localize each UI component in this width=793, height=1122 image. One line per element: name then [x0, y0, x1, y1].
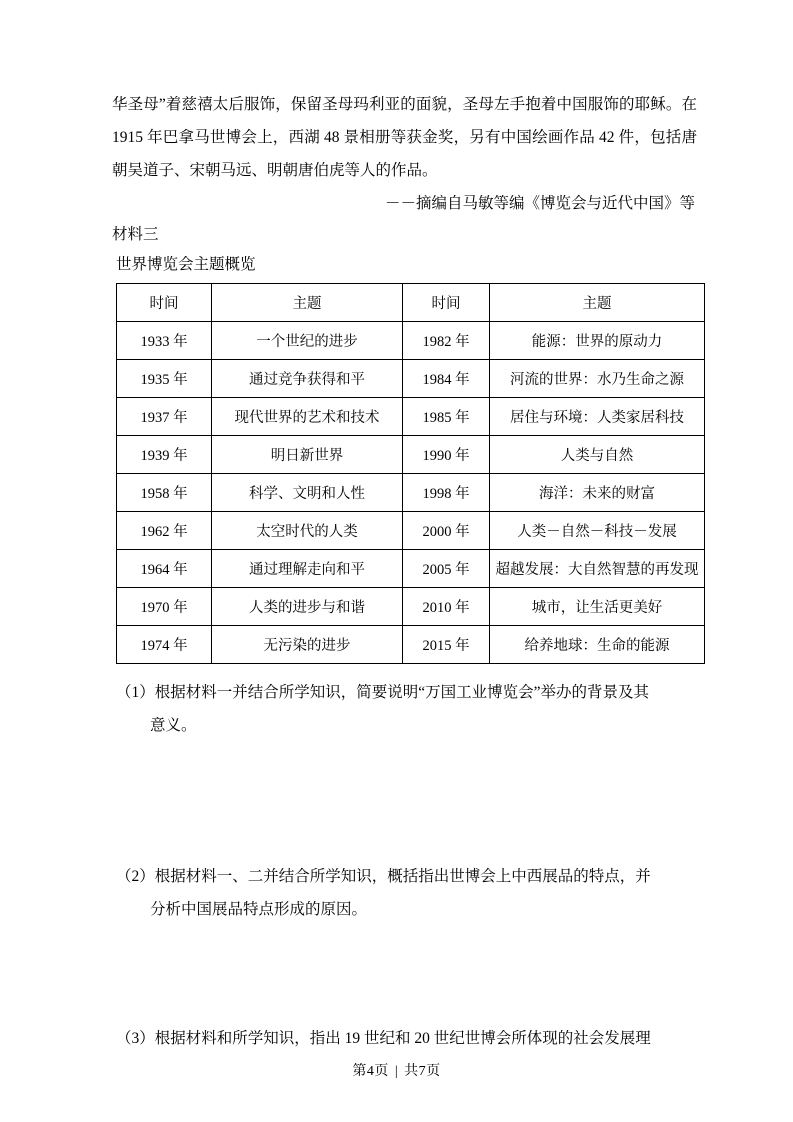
cell-theme-left: 无污染的进步 — [212, 626, 403, 664]
cell-theme-right: 海洋：未来的财富 — [490, 474, 705, 512]
cell-theme-left: 人类的进步与和谐 — [212, 588, 403, 626]
question-3 — [112, 1022, 697, 1055]
cell-theme-left: 明日新世界 — [212, 436, 403, 474]
table-caption: 世界博览会主题概览 — [116, 256, 256, 273]
cell-time-right: 2010 年 — [403, 588, 490, 626]
cell-time-left: 1970 年 — [117, 588, 212, 626]
cell-theme-right: 给养地球：生命的能源 — [490, 626, 705, 664]
cell-time-right: 1984 年 — [403, 360, 490, 398]
cell-time-left: 1964 年 — [117, 550, 212, 588]
world-expo-themes-table — [116, 283, 705, 664]
cell-time-right: 2000 年 — [403, 512, 490, 550]
answer-space-2 — [112, 926, 697, 1022]
cell-theme-right: 超越发展：大自然智慧的再发现 — [490, 550, 705, 588]
cell-time-left: 1933 年 — [117, 322, 212, 360]
question-2 — [112, 860, 697, 926]
question-1-number: （1） — [116, 684, 155, 701]
column-header-time-left: 时间 — [117, 284, 212, 322]
cell-theme-left: 科学、文明和人性 — [212, 474, 403, 512]
cell-theme-right: 城市，让生活更美好 — [490, 588, 705, 626]
cell-theme-left: 通过理解走向和平 — [212, 550, 403, 588]
cell-theme-left: 太空时代的人类 — [212, 512, 403, 550]
body-paragraph: 华圣母”着慈禧太后服饰，保留圣母玛利亚的面貌，圣母左手抱着中国服饰的耶稣。在 1915 年巴拿马世博会上，西湖 48 景相册等获金奖，另有中国绘画作品 42 件，包括唐朝吴道子、宋朝马远、明朝唐伯虎等人的作品。 — [112, 96, 697, 179]
table-row — [117, 550, 705, 588]
cell-time-right: 1998 年 — [403, 474, 490, 512]
table-row — [117, 322, 705, 360]
column-header-theme-left: 主题 — [212, 284, 403, 322]
cell-theme-right: 人类与自然 — [490, 436, 705, 474]
cell-theme-left: 现代世界的艺术和技术 — [212, 398, 403, 436]
cell-time-left: 1958 年 — [117, 474, 212, 512]
source-attribution: －－摘编自马敏等编《博览会与近代中国》等 — [384, 195, 695, 212]
cell-theme-left: 一个世纪的进步 — [212, 322, 403, 360]
page-footer — [0, 1060, 793, 1080]
table-header-row — [117, 284, 705, 322]
question-2-line2: 分析中国展品特点形成的原因。 — [150, 901, 368, 918]
table-row — [117, 398, 705, 436]
question-2-number: （2） — [116, 868, 155, 885]
material-label: 材料三 — [112, 226, 159, 243]
question-3-number: （3） — [116, 1030, 155, 1047]
cell-theme-right: 人类－自然－科技－发展 — [490, 512, 705, 550]
question-2-line1: 根据材料一、二并结合所学知识，概括指出世博会上中西展品的特点，并 — [154, 868, 651, 885]
question-1 — [112, 676, 697, 742]
answer-space-1 — [112, 742, 697, 860]
cell-time-left: 1974 年 — [117, 626, 212, 664]
question-1-line2: 意义。 — [150, 717, 197, 734]
cell-time-right: 1985 年 — [403, 398, 490, 436]
table-row — [117, 588, 705, 626]
cell-time-left: 1939 年 — [117, 436, 212, 474]
column-header-theme-right: 主题 — [490, 284, 705, 322]
table-row — [117, 360, 705, 398]
table-row — [117, 474, 705, 512]
cell-time-right: 1982 年 — [403, 322, 490, 360]
spacer — [112, 664, 697, 676]
cell-time-left: 1937 年 — [117, 398, 212, 436]
cell-time-right: 2005 年 — [403, 550, 490, 588]
cell-time-left: 1962 年 — [117, 512, 212, 550]
table-body — [117, 284, 705, 664]
cell-theme-left: 通过竞争获得和平 — [212, 360, 403, 398]
table-row — [117, 626, 705, 664]
cell-time-right: 1990 年 — [403, 436, 490, 474]
cell-theme-right: 居住与环境：人类家居科技 — [490, 398, 705, 436]
cell-time-left: 1935 年 — [117, 360, 212, 398]
footer-total-pages: 共7页 — [404, 1064, 441, 1079]
cell-time-right: 2015 年 — [403, 626, 490, 664]
table-row — [117, 436, 705, 474]
footer-current-page: 第4页 — [352, 1064, 389, 1079]
table-row — [117, 512, 705, 550]
question-1-line1: 根据材料一并结合所学知识，简要说明“万国工业博览会”举办的背景及其 — [154, 684, 650, 701]
column-header-time-right: 时间 — [403, 284, 490, 322]
question-3-line1: 根据材料和所学知识，指出 19 世纪和 20 世纪世博会所体现的社会发展理 — [154, 1030, 651, 1047]
cell-theme-right: 能源：世界的原动力 — [490, 322, 705, 360]
footer-separator: | — [394, 1064, 399, 1079]
cell-theme-right: 河流的世界：水乃生命之源 — [490, 360, 705, 398]
